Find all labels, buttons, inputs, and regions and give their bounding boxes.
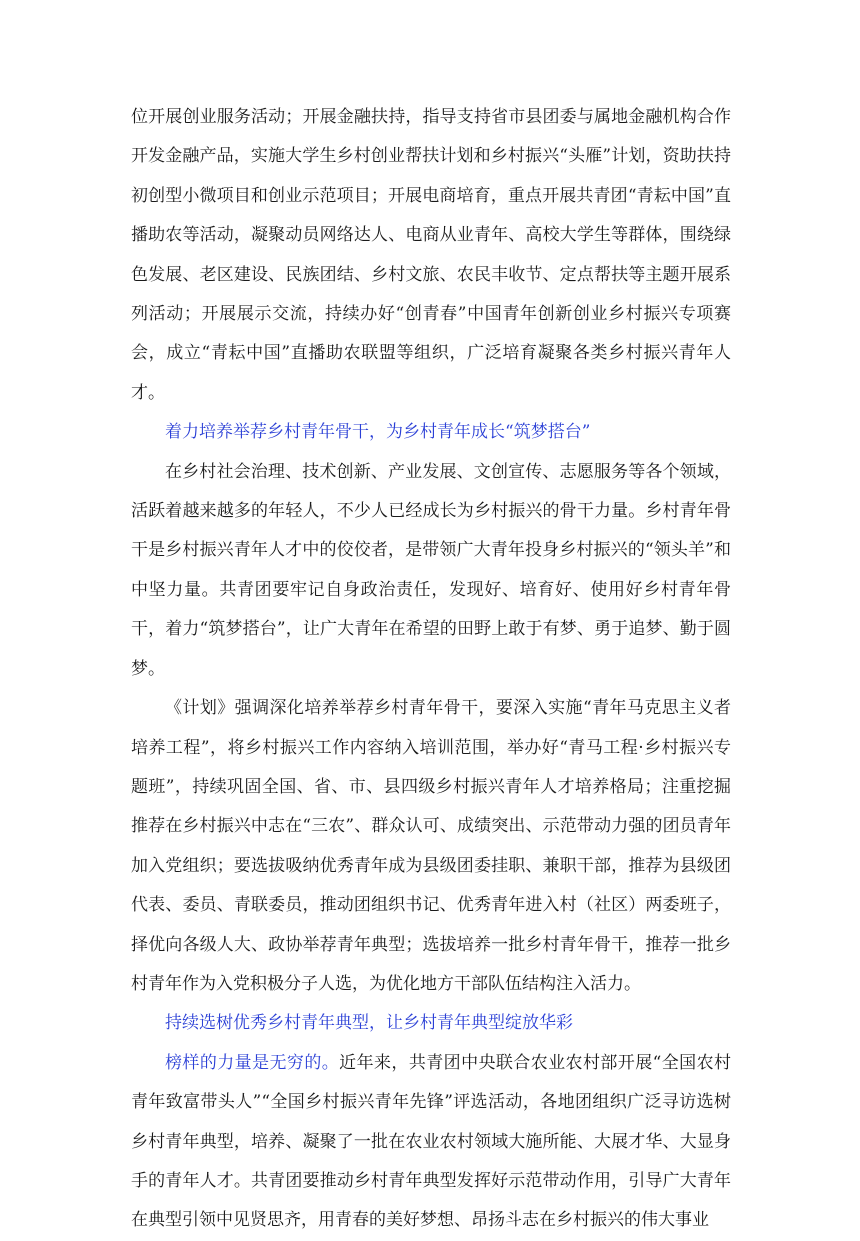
paragraph-plan-emphasis: 《计划》强调深化培养举荐乡村青年骨干，要深入实施“青年马克思主义者培养工程”，将乡村振兴工作内容纳入培训范围，举办好“青马工程·乡村振兴专题班”，持续巩固全国、省、市、县四级乡村振兴青年人才培养格局；注重挖掘推荐在乡村振兴中志在“三农”、群众认可、成绩突出、示范带动力强的团员青年加入党组织；要选拔吸纳优秀青年成为县级团委挂职、兼职干部，推荐为县级团代表、委员、青联委员，推动团组织书记、优秀青年进入村（社区）两委班子，择优向各级人大、政协举荐青年典型；选拔培养一批乡村青年骨干，推荐一批乡村青年作为入党积极分子人选，为优化地方干部队伍结构注入活力。: [131, 698, 731, 994]
section-heading-youth-models: 持续选树优秀乡村青年典型，让乡村青年典型绽放华彩: [165, 1013, 573, 1034]
paragraph-youth-backbone: 在乡村社会治理、技术创新、产业发展、文创宣传、志愿服务等各个领域，活跃着越来越多的年轻人，不少人已经成长为乡村振兴的骨干力量。乡村青年骨干是乡村振兴青年人才中的佼佼者，是带领广大青年投身乡村振兴的“领头羊”和中坚力量。共青团要牢记自身政治责任，发现好、培育好、使用好乡村青年骨干，着力“筑梦搭台”，让广大青年在希望的田野上敢于有梦、勇于追梦、勤于圆梦。: [131, 461, 731, 679]
paragraph-lead-sentence: 榜样的力量是无穷的。: [165, 1052, 340, 1073]
paragraph-youth-models: [131, 1044, 731, 1241]
paragraph-body-text: 近年来，共青团中央联合农业农村部开展“全国农村青年致富带头人”“全国乡村振兴青年先锋”评选活动，各地团组织广泛寻访选树乡村青年典型，培养、凝聚了一批在农业农村领域大施所能、大展才华、大显身手的青年人才。共青团要推动乡村青年典型发挥好示范带动作用，引导广大青年在典型引领中见贤思齐，用青春的美好梦想、昂扬斗志在乡村振兴的伟大事业: [131, 1052, 731, 1231]
section-heading-youth-backbone: 着力培养举荐乡村青年骨干，为乡村青年成长“筑梦搭台”: [165, 422, 591, 443]
document-page: [131, 98, 731, 1241]
paragraph-entrepreneurship-services: 位开展创业服务活动；开展金融扶持，指导支持省市县团委与属地金融机构合作开发金融产品，实施大学生乡村创业帮扶计划和乡村振兴“头雁”计划，资助扶持初创型小微项目和创业示范项目；开展电商培育，重点开展共青团“青耘中国”直播助农等活动，凝聚动员网络达人、电商从业青年、高校大学生等群体，围绕绿色发展、老区建设、民族团结、乡村文旅、农民丰收节、定点帮扶等主题开展系列活动；开展展示交流，持续办好“创青春”中国青年创新创业乡村振兴专项赛会，成立“青耘中国”直播助农联盟等组织，广泛培育凝聚各类乡村振兴青年人才。: [131, 107, 731, 403]
